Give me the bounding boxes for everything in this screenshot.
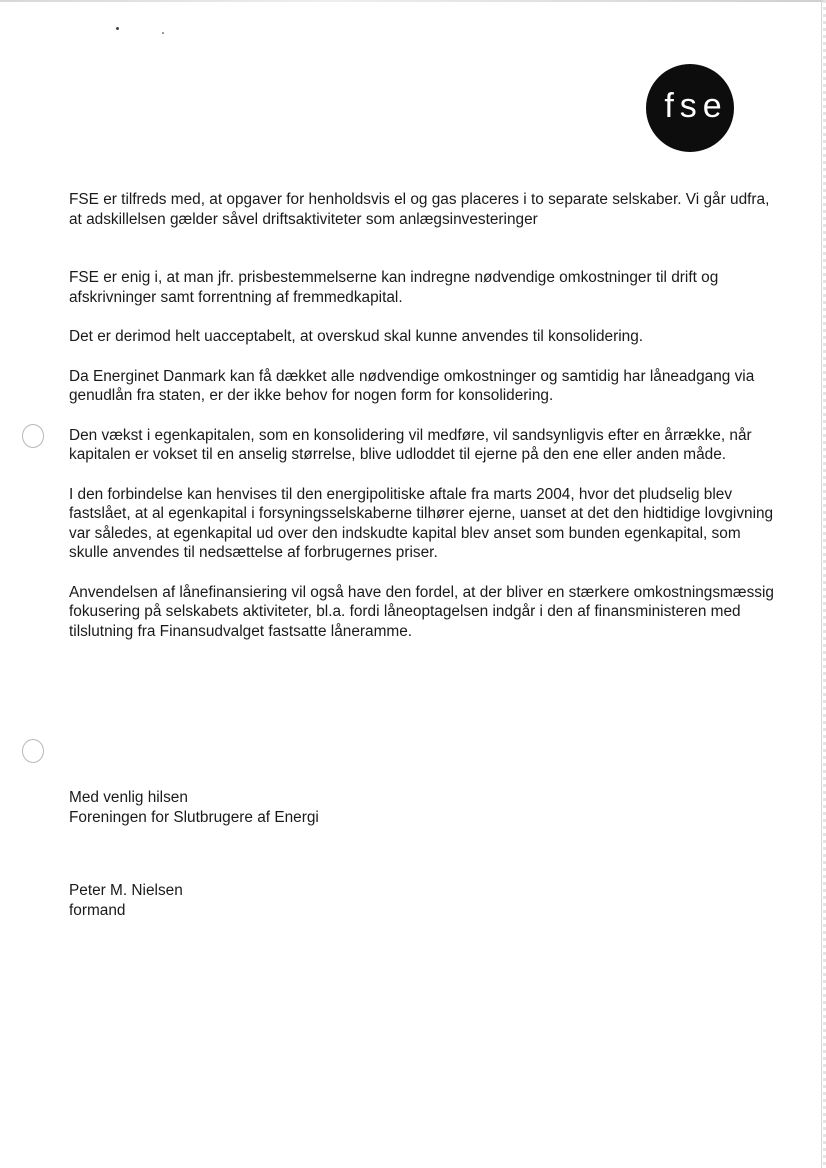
fse-logo (646, 64, 734, 152)
signature-block (69, 881, 183, 920)
letter-body (69, 190, 781, 661)
scan-edge-right (821, 0, 822, 1168)
paragraph-energy-agreement: I den forbindelse kan henvises til den energipolitiske aftale fra marts 2004, hvor det pludselig blev fastslået, at al egenkapital i forsyningsselskaberne tilhører ejerne, uanset at det den hidtidige lovgivning var således, at egenkapital ud over den indskudte kapital blev anset som bunden egenkapital, som skulle anvendes til nedsættelse af forbrugernes priser. (69, 485, 774, 561)
scan-speck (116, 27, 119, 30)
paragraph-separation: FSE er tilfreds med, at opgaver for henholdsvis el og gas placeres i to separate selskaber. Vi går udfra, at adskillelsen gælder såvel driftsaktiviteter som anlægsinvesteringer (69, 191, 770, 228)
punch-hole-bottom (22, 739, 44, 763)
scan-speck (162, 32, 164, 34)
scan-edge-top (0, 0, 826, 2)
paragraph-no-need-consolidation: Da Energinet Danmark kan få dækket alle nødvendige omkostninger og samtidig har låneadgang via genudlån fra staten, er der ikke behov for nogen form for konsolidering. (69, 367, 755, 404)
closing-organization: Foreningen for Slutbrugere af Energi (69, 808, 319, 826)
fse-logo-text: fse (664, 87, 728, 125)
closing-greeting: Med venlig hilsen (69, 789, 188, 806)
signer-name: Peter M. Nielsen (69, 882, 183, 899)
paragraph-consolidation-objection: Det er derimod helt uacceptabelt, at overskud skal kunne anvendes til konsolidering. (69, 328, 644, 345)
paragraph-loan-financing: Anvendelsen af lånefinansiering vil også have den fordel, at der bliver en stærkere omkostningsmæssig fokusering på selskabets aktiviteter, bl.a. fordi låneoptagelsen indgår i den af finansministeren med tilslutning fra Finansudvalget fastsatte låneramme. (69, 583, 774, 640)
closing-block (69, 788, 319, 827)
paragraph-equity-growth: Den vækst i egenkapitalen, som en konsolidering vil medføre, vil sandsynligvis efter en årrække, når kapitalen er vokset til en anselig størrelse, blive udloddet til ejerne på den ene eller anden måde. (69, 426, 752, 463)
signer-title: formand (69, 901, 126, 919)
paragraph-cost-recovery: FSE er enig i, at man jfr. prisbestemmelserne kan indregne nødvendige omkostninger til drift og afskrivninger samt forrentning af fremmedkapital. (69, 269, 719, 306)
punch-hole-top (22, 424, 44, 448)
